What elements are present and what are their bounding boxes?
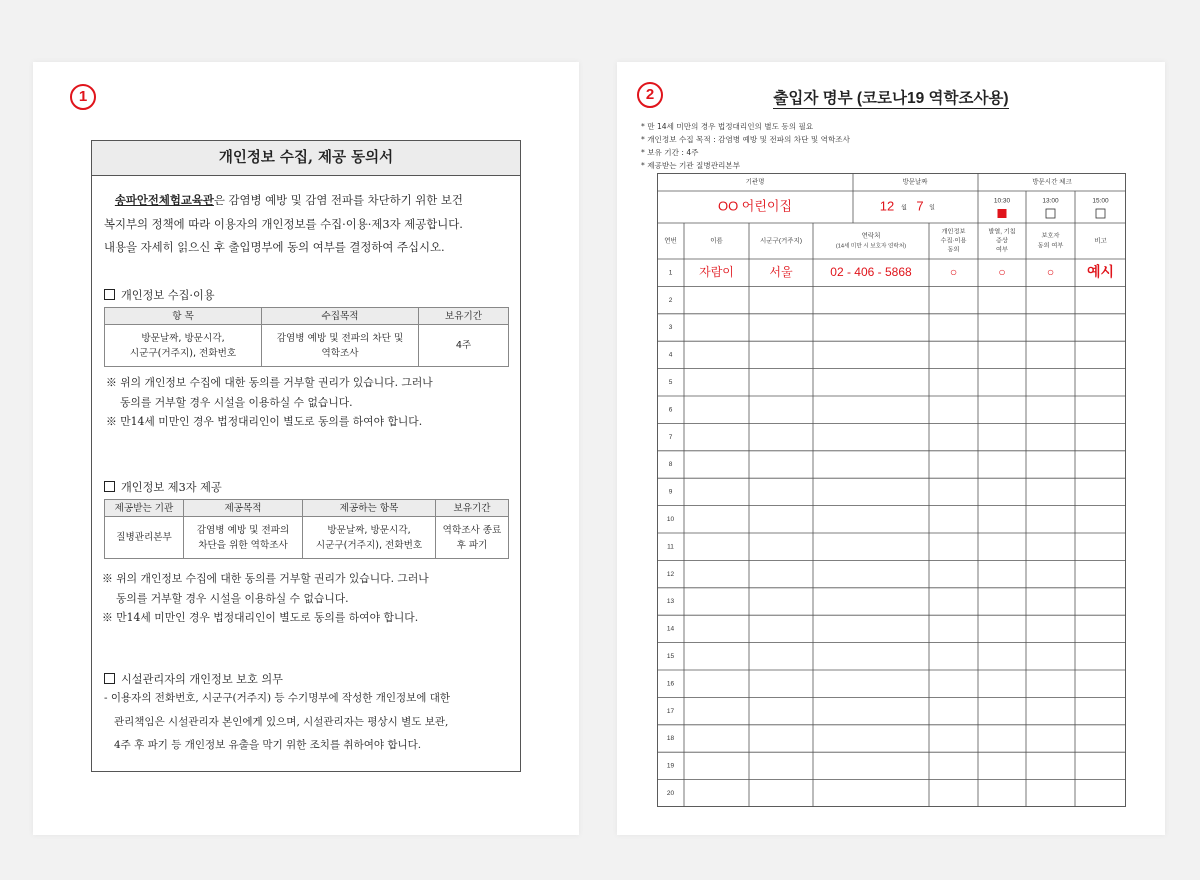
- checkbox-icon: [104, 673, 115, 684]
- row-number: 2: [668, 296, 673, 304]
- example-contact: 02 - 406 - 5868: [830, 264, 912, 279]
- visitor-log-table: [657, 173, 1127, 813]
- col-header-symptom-3: 여부: [996, 246, 1008, 254]
- collect-purpose: 감염병 예방 및 전파의 차단 및 역학조사: [262, 325, 419, 367]
- example-region: 서울: [769, 264, 793, 279]
- col-header-region: 시군구(거주지): [759, 237, 803, 245]
- col-header-contact: 연락처: [861, 232, 881, 240]
- roster-notices: * 만 14세 미만의 경우 법정대리인의 별도 동의 필요 * 개인정보 수집 목적 : 감염병 예방 및 전파의 차단 및 역학조사 * 보유 기간 : 4주 * 제공받는 기관 질병관리본부: [641, 122, 850, 170]
- consent-form-page: [33, 62, 579, 835]
- row-number: 20: [666, 790, 675, 798]
- example-consent: ○: [949, 264, 958, 279]
- row-number: 1: [668, 269, 673, 277]
- time-slot-label: 10:30: [993, 197, 1011, 205]
- duty-text: - 이용자의 전화번호, 시군구(거주지) 등 수기명부에 작성한 개인정보에 대한 관리책임은 시설관리자 본인에게 있으며, 시설관리자는 평상시 별도 보관, 4주 후 파기 등 개인정보 유출을 막기 위한 조치를 취하여야 합니다.: [104, 692, 451, 751]
- intro-line-2: 복지부의 정책에 따라 이용자의 개인정보를 수집·이용·제3자 제공합니다.: [104, 216, 463, 231]
- col-header-guardian-1: 보호자: [1041, 232, 1060, 240]
- col-header-symptom-2: 증상: [996, 237, 1008, 245]
- example-symptom: ○: [998, 264, 1006, 279]
- row-number: 12: [666, 570, 675, 578]
- col-header-symptom-1: 발열, 기침: [988, 228, 1016, 236]
- third-header-period: 보유기간: [436, 500, 509, 517]
- row-number: 16: [666, 680, 675, 688]
- example-remarks: 예시: [1086, 263, 1115, 280]
- col-header-no: 연번: [664, 237, 677, 245]
- third-org: 질병관리본부: [105, 517, 184, 559]
- third-header-org: 제공받는 기관: [105, 500, 184, 517]
- col-header-contact-sub: (14세 미만 시 보호자 연락처): [835, 243, 907, 250]
- checkbox-icon: [104, 289, 115, 300]
- header-date-label: 방문날짜: [902, 178, 928, 186]
- third-party-table: [104, 499, 509, 559]
- intro-line-1: 은 감염병 예방 및 감염 전파를 차단하기 위한 보건: [213, 193, 463, 207]
- collect-period: 4주: [419, 325, 509, 367]
- collect-notes: ※ 위의 개인정보 수집에 대한 동의를 거부할 권리가 있습니다. 그러나 동의를 거부할 경우 시설을 이용하실 수 없습니다. ※ 만14세 미만인 경우 법정대리인이 별도로 동의를 하여야 합니다.: [106, 376, 433, 428]
- row-number: 3: [668, 324, 673, 332]
- third-party-notes: ※ 위의 개인정보 수집에 대한 동의를 거부할 권리가 있습니다. 그러나 동의를 거부할 경우 시설을 이용하실 수 없습니다. ※ 만14세 미만인 경우 법정대리인이 별도로 동의를 하여야 합니다.: [102, 572, 429, 624]
- col-header-consent-2: 수집·이용: [940, 237, 967, 245]
- visit-month-value: 12: [879, 198, 895, 214]
- row-number: 14: [666, 625, 675, 633]
- header-time-label: 방문시간 체크: [1032, 178, 1072, 186]
- consent-intro: [104, 189, 514, 260]
- col-header-guardian-2: 동의 여부: [1037, 242, 1064, 250]
- collect-header-purpose: 수집목적: [262, 308, 419, 325]
- row-number: 8: [668, 461, 673, 469]
- collect-header-period: 보유기간: [419, 308, 509, 325]
- intro-line-3: 내용을 자세히 읽으신 후 출입명부에 동의 여부를 결정하여 주십시오.: [104, 240, 445, 254]
- time-slot-empty-box: [1046, 209, 1055, 218]
- row-number: 19: [666, 762, 675, 770]
- row-number: 10: [666, 516, 675, 524]
- page-number-badge-2: 2: [637, 82, 663, 108]
- third-period: 역학조사 종료 후 파기: [436, 517, 509, 559]
- col-header-remarks: 비고: [1094, 237, 1107, 245]
- duty-section-heading: 시설관리자의 개인정보 보호 의무: [104, 671, 283, 687]
- row-number: 17: [666, 707, 675, 715]
- roster-title: 출입자 명부 (코로나19 역학조사용): [773, 90, 1009, 107]
- collect-header-items: 항 목: [105, 308, 262, 325]
- time-slot-checked-box: [998, 209, 1007, 218]
- row-number: 13: [666, 598, 675, 606]
- col-header-consent-3: 동의: [947, 246, 960, 254]
- third-party-section-heading: 개인정보 제3자 제공: [104, 479, 222, 495]
- row-number: 11: [667, 543, 674, 551]
- third-purpose: 감염병 예방 및 전파의 차단을 위한 역학조사: [184, 517, 303, 559]
- header-org-label: 기관명: [745, 178, 765, 186]
- collect-table: [104, 307, 509, 367]
- row-number: 6: [668, 406, 673, 414]
- intro-organization: 송파안전체험교육관: [114, 193, 214, 207]
- checkbox-icon: [104, 481, 115, 492]
- third-header-purpose: 제공목적: [184, 500, 303, 517]
- time-slot-label: 13:00: [1042, 197, 1059, 205]
- row-number: 9: [668, 488, 673, 496]
- visit-month-unit: 월: [901, 205, 907, 212]
- third-items: 방문날짜, 방문시각, 시군구(거주지), 전화번호: [303, 517, 436, 559]
- third-header-items: 제공하는 항목: [303, 500, 436, 517]
- row-number: 18: [666, 735, 675, 743]
- page-number-badge-1: 1: [70, 84, 96, 110]
- consent-form: [91, 140, 521, 772]
- visit-day-value: 7: [916, 198, 924, 214]
- col-header-consent-1: 개인정보: [941, 228, 966, 236]
- row-number: 7: [668, 433, 673, 441]
- row-number: 5: [668, 379, 673, 387]
- col-header-name: 이름: [710, 237, 723, 245]
- org-name-value: OO 어린이집: [717, 198, 793, 214]
- visitor-log-page: [617, 62, 1165, 835]
- time-slot-label: 15:00: [1092, 197, 1109, 205]
- consent-title: 개인정보 수집, 제공 동의서: [92, 141, 520, 176]
- example-guardian: ○: [1046, 264, 1055, 279]
- row-number: 15: [666, 653, 675, 661]
- visit-day-unit: 일: [929, 205, 935, 212]
- collect-items: 방문날짜, 방문시각, 시군구(거주지), 전화번호: [105, 325, 262, 367]
- example-name: 자람이: [699, 264, 734, 279]
- row-number: 4: [668, 351, 673, 359]
- time-slot-empty-box: [1096, 209, 1105, 218]
- collect-section-heading: 개인정보 수집·이용: [104, 287, 215, 303]
